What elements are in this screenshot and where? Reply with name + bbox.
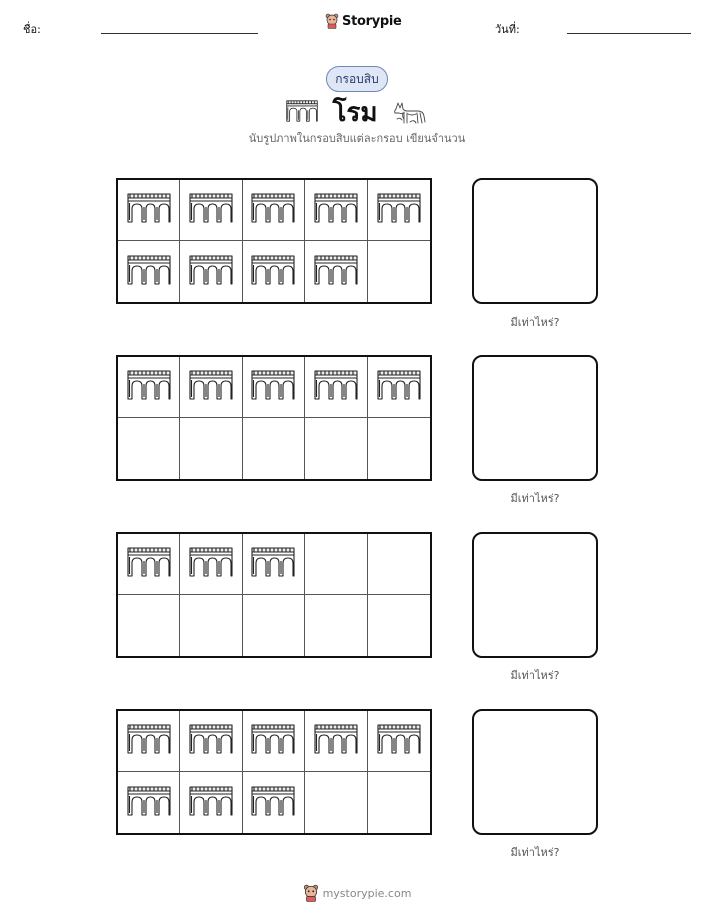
name-line[interactable] bbox=[101, 33, 258, 34]
date-line[interactable] bbox=[567, 33, 691, 34]
frame-cell bbox=[118, 595, 180, 656]
answer-box-3[interactable] bbox=[472, 532, 598, 658]
frame-cell bbox=[305, 772, 367, 833]
instructions: นับรูปภาพในกรอบสิบแต่ละกรอบ เขียนจำนวน bbox=[248, 132, 466, 145]
aqueduct-icon bbox=[189, 255, 233, 289]
frame-cell bbox=[243, 241, 305, 302]
answer-box-1[interactable] bbox=[472, 178, 598, 304]
frame-cell bbox=[368, 241, 430, 302]
frame-cell bbox=[368, 534, 430, 595]
frame-cell bbox=[368, 418, 430, 479]
topic-badge: กรอบสิบ bbox=[326, 66, 388, 92]
brand-name: Storypie bbox=[342, 13, 402, 29]
name-label: ชื่อ: bbox=[23, 23, 41, 36]
answer-box-4[interactable] bbox=[472, 709, 598, 835]
frame-cell bbox=[368, 772, 430, 833]
frame-cell bbox=[180, 772, 242, 833]
frame-cell bbox=[243, 772, 305, 833]
ten-frame-4 bbox=[116, 709, 432, 835]
aqueduct-icon bbox=[189, 193, 233, 227]
aqueduct-icon bbox=[189, 370, 233, 404]
bear-mascot-icon bbox=[325, 13, 339, 29]
frame-cell bbox=[305, 180, 367, 241]
aqueduct-icon bbox=[127, 724, 171, 758]
frame-cell bbox=[180, 534, 242, 595]
frame-cell bbox=[305, 418, 367, 479]
aqueduct-icon bbox=[127, 547, 171, 581]
frame-cell bbox=[180, 357, 242, 418]
frame-cell bbox=[305, 595, 367, 656]
frame-cell bbox=[180, 180, 242, 241]
frame-cell bbox=[305, 241, 367, 302]
aqueduct-icon bbox=[251, 547, 295, 581]
frame-cell bbox=[118, 180, 180, 241]
aqueduct-icon bbox=[286, 100, 318, 126]
frame-cell bbox=[368, 711, 430, 772]
bear-mascot-icon bbox=[303, 884, 319, 902]
aqueduct-icon bbox=[251, 370, 295, 404]
aqueduct-icon bbox=[127, 786, 171, 820]
brand-logo bbox=[325, 13, 402, 29]
aqueduct-icon bbox=[314, 370, 358, 404]
aqueduct-icon bbox=[127, 193, 171, 227]
frame-cell bbox=[118, 534, 180, 595]
frame-cell bbox=[243, 534, 305, 595]
frame-cell bbox=[368, 595, 430, 656]
aqueduct-icon bbox=[314, 193, 358, 227]
aqueduct-icon bbox=[189, 786, 233, 820]
footer bbox=[0, 884, 714, 902]
frame-cell bbox=[118, 711, 180, 772]
frame-cell bbox=[243, 418, 305, 479]
frame-cell bbox=[180, 595, 242, 656]
frame-cell bbox=[118, 241, 180, 302]
aqueduct-icon bbox=[251, 255, 295, 289]
frame-cell bbox=[243, 711, 305, 772]
frame-cell bbox=[118, 357, 180, 418]
title-row bbox=[0, 92, 714, 133]
aqueduct-icon bbox=[127, 255, 171, 289]
aqueduct-icon bbox=[314, 255, 358, 289]
frame-cell bbox=[243, 180, 305, 241]
aqueduct-icon bbox=[377, 724, 421, 758]
answer-label-3: มีเท่าไหร่? bbox=[510, 669, 560, 682]
ten-frame-2 bbox=[116, 355, 432, 481]
frame-cell bbox=[305, 357, 367, 418]
aqueduct-icon bbox=[314, 724, 358, 758]
frame-cell bbox=[118, 418, 180, 479]
aqueduct-icon bbox=[377, 193, 421, 227]
date-label: วันที่: bbox=[495, 23, 520, 36]
aqueduct-icon bbox=[251, 193, 295, 227]
frame-cell bbox=[243, 595, 305, 656]
footer-url: mystorypie.com bbox=[322, 886, 412, 900]
ten-frame-3 bbox=[116, 532, 432, 658]
frame-cell bbox=[180, 418, 242, 479]
aqueduct-icon bbox=[251, 724, 295, 758]
aqueduct-icon bbox=[251, 786, 295, 820]
answer-label-2: มีเท่าไหร่? bbox=[510, 492, 560, 505]
frame-cell bbox=[180, 241, 242, 302]
answer-label-4: มีเท่าไหร่? bbox=[510, 846, 560, 859]
page-title: โรม bbox=[332, 98, 378, 128]
frame-cell bbox=[118, 772, 180, 833]
aqueduct-icon bbox=[127, 370, 171, 404]
wolf-icon bbox=[392, 100, 428, 126]
answer-box-2[interactable] bbox=[472, 355, 598, 481]
frame-cell bbox=[368, 180, 430, 241]
frame-cell bbox=[305, 534, 367, 595]
frame-cell bbox=[180, 711, 242, 772]
aqueduct-icon bbox=[189, 547, 233, 581]
frame-cell bbox=[243, 357, 305, 418]
frame-cell bbox=[305, 711, 367, 772]
answer-label-1: มีเท่าไหร่? bbox=[510, 316, 560, 329]
aqueduct-icon bbox=[377, 370, 421, 404]
aqueduct-icon bbox=[189, 724, 233, 758]
ten-frame-1 bbox=[116, 178, 432, 304]
frame-cell bbox=[368, 357, 430, 418]
